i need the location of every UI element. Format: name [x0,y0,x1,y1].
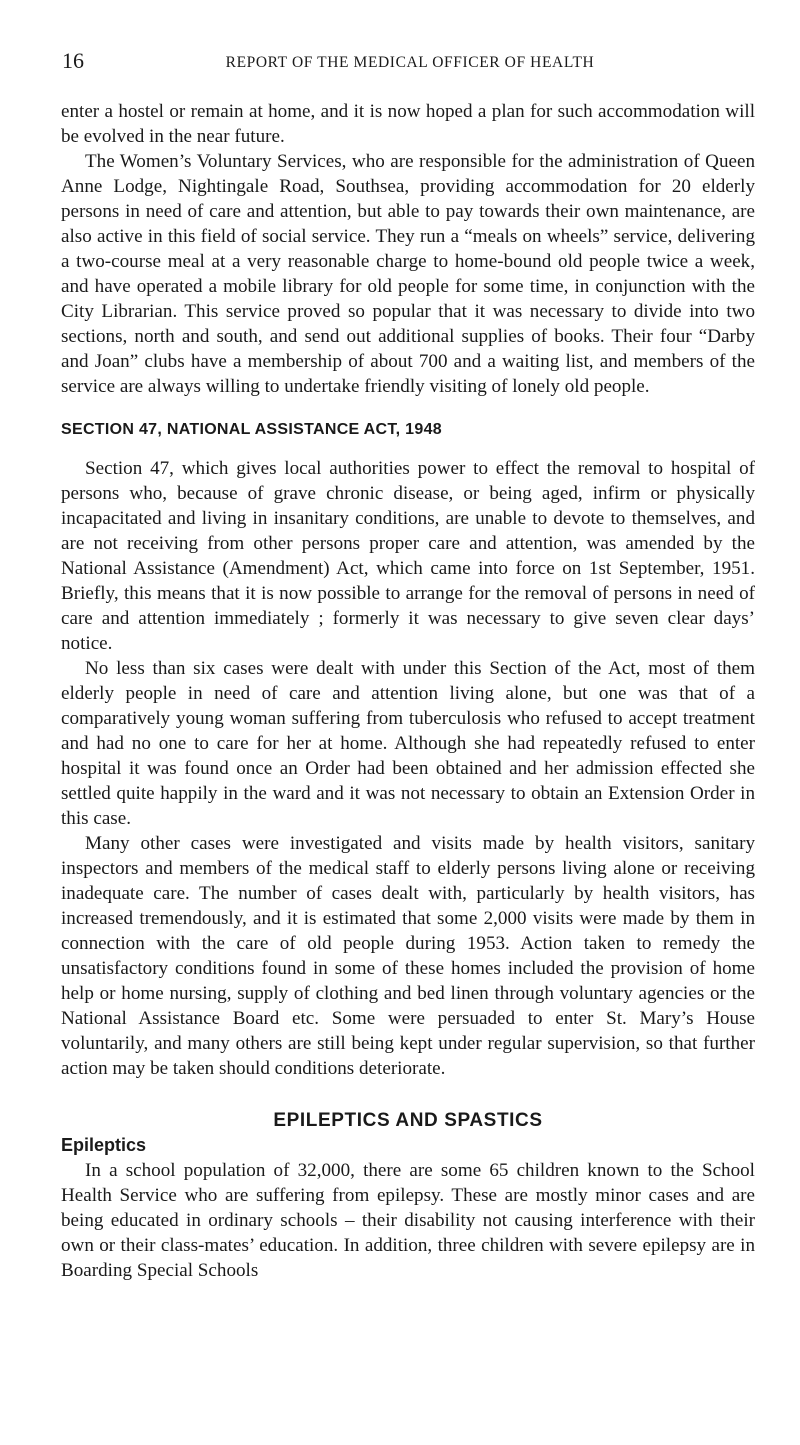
running-head: REPORT OF THE MEDICAL OFFICER OF HEALTH [225,54,595,71]
paragraph-continuation: enter a hostel or remain at home, and it is now hoped a plan for such accommodation will be evolved in the near future. [61,101,755,147]
paragraph-other-cases: Many other cases were investigated and visits made by health visitors, sanitary inspectors and members of the medical staff to elderly persons living alone or receiving inadequate care. The number of cases dealt with, particularly by health visitors, has increased tremendously, and it is estimated that some 2,000 visits were made by them in connection with the care of old people during 1953. Action taken to remedy the unsatisfactory conditions found in some of these homes included the provision of home help or home nursing, supply of clothing and bed linen through voluntary agencies or the National Assistance Board etc. Some were persuaded to enter St. Mary’s House voluntarily, and many others are still being kept under regular supervision, so that further action may be taken should conditions deteriorate. [61,833,755,1079]
paragraph-epileptics: In a school population of 32,000, there are some 65 children known to the School Health Service who are suffering from epilepsy. These are mostly minor cases and are being educated in ordinary schools – their disability not causing interference with their own or their class-mates’ education. In addition, three children with severe epilepsy are in Boarding Special Schools [61,1160,755,1281]
page-body [61,99,755,1283]
page-number: 16 [62,48,84,73]
section-heading-section-47: SECTION 47, NATIONAL ASSISTANCE ACT, 1948 [61,421,442,438]
paragraph-wvs: The Women’s Voluntary Services, who are responsible for the administration of Queen Anne Lodge, Nightingale Road, Southsea, providing accommodation for 20 elderly persons in need of care and attention, but able to pay towards their own maintenance, are also active in this field of social service. They run a “meals on wheels” service, delivering a two-course meal at a very reasonable charge to home-bound old people twice a week, and have operated a mobile library for old people for some time, in conjunction with the City Librarian. This service proved so popular that it was necessary to divide into two sections, north and south, and send out additional supplies of books. Their four “Darby and Joan” clubs have a membership of about 700 and a waiting list, and members of the service are always willing to undertake friendly visiting of lonely old people. [61,151,755,397]
paragraph-section-47: Section 47, which gives local authorities power to effect the removal to hospital of persons who, because of grave chronic disease, or being aged, infirm or physically incapacitated and living in insanitary conditions, are unable to devote to themselves, and are not receiving from other persons proper care and attention, was amended by the National Assistance (Amendment) Act, which came into force on 1st September, 1951. Briefly, this means that it is now possible to arrange for the removal of persons in need of care and attention immediately ; formerly it was necessary to give seven clear days’ notice. [61,458,755,654]
section-heading-epileptics-spastics: EPILEPTICS AND SPASTICS [273,1110,543,1131]
subheading-epileptics: Epileptics [61,1135,147,1155]
page-header [60,48,740,78]
paragraph-six-cases: No less than six cases were dealt with under this Section of the Act, most of them elderly people in need of care and attention living alone, but one was that of a comparatively young woman suffering from tuberculosis who refused to accept treatment and had no one to care for her at home. Although she had repeatedly refused to enter hospital it was found once an Order had been obtained and her admission effected she settled quite happily in the ward and it was not necessary to obtain an Extension Order in this case. [61,658,755,829]
